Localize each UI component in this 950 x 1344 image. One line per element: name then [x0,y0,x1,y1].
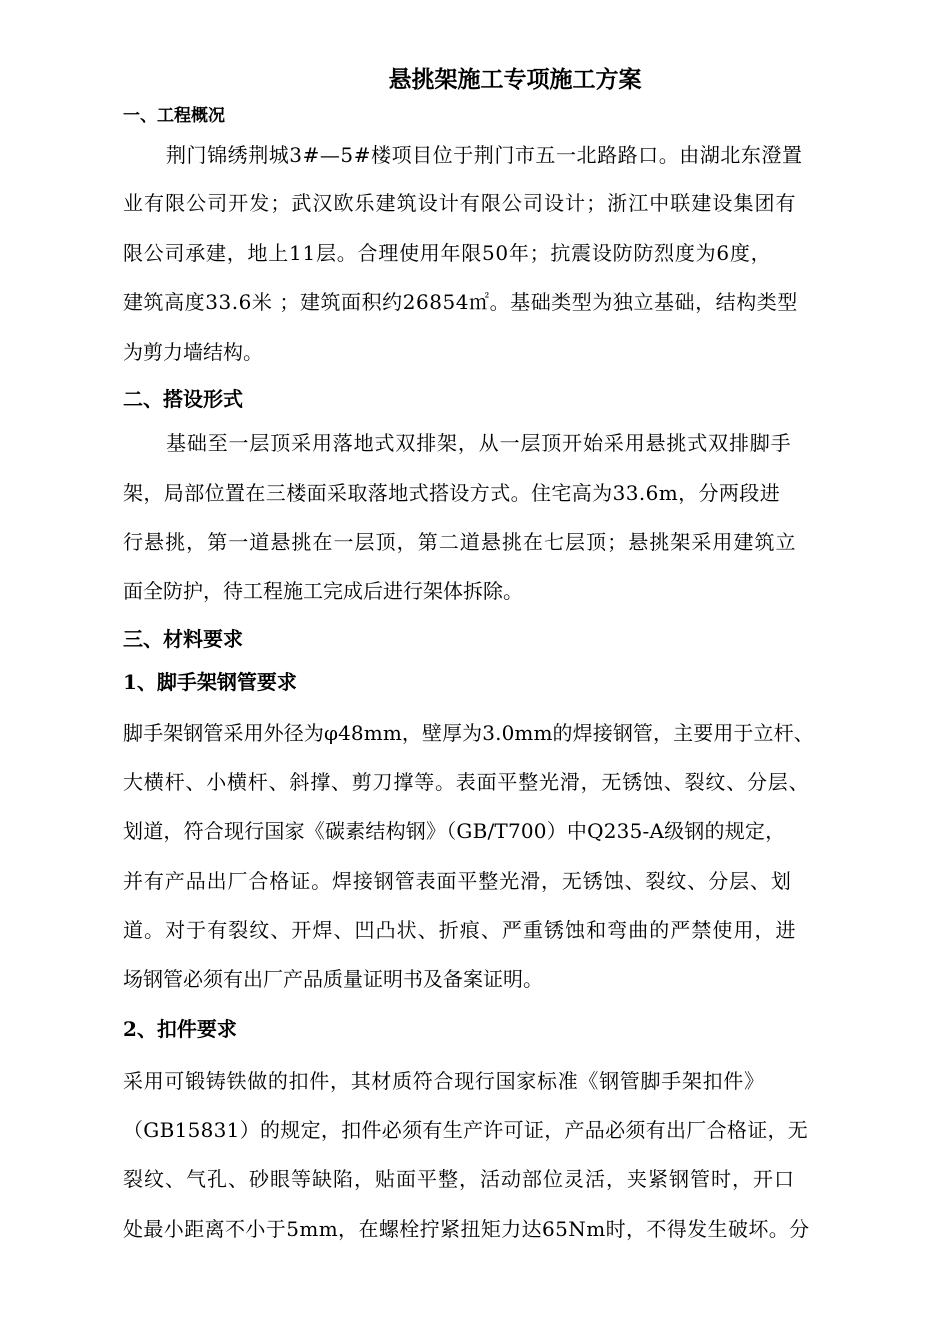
paragraph-line: 为剪力墙结构。 [123,340,263,364]
paragraph-line: 处最小距离不小于5mm，在螺栓拧紧扭矩力达65Nm时，不得发生破坏。分 [123,1217,810,1241]
section-heading-setup-form: 二、搭设形式 [123,387,243,411]
document-title: 悬挑架施工专项施工方案 [388,66,642,93]
paragraph-line: 建筑高度33.6米 ；建筑面积约26854㎡。基础类型为独立基础，结构类型 [123,290,798,314]
paragraph-line: 荆门锦绣荆城3#—5#楼项目位于荆门市五一北路路口。由湖北东澄置 [166,143,803,167]
paragraph-line: 限公司承建，地上11层。合理使用年限50年；抗震设防防烈度为6度， [123,241,772,265]
paragraph-line: 裂纹、气孔、砂眼等缺陷，贴面平整，活动部位灵活，夹紧钢管时，开口 [123,1167,795,1191]
paragraph-line: 业有限公司开发；武汉欧乐建筑设计有限公司设计；浙江中联建设集团有 [123,191,797,215]
section-heading-materials: 三、材料要求 [123,627,243,651]
paragraph-line: 采用可锻铸铁做的扣件，其材质符合现行国家标准《钢管脚手架扣件》 [123,1069,765,1093]
paragraph-line: 划道，符合现行国家《碳素结构钢》（GB/T700）中Q235-A级钢的规定， [123,819,786,843]
paragraph-line: 行悬挑，第一道悬挑在一层顶，第二道悬挑在七层顶；悬挑架采用建筑立 [123,530,797,554]
paragraph-line: 场钢管必须有出厂产品质量证明书及备案证明。 [123,967,543,991]
paragraph-line: 道。对于有裂纹、开焊、凹凸状、折痕、严重锈蚀和弯曲的严禁使用，进 [123,918,797,942]
paragraph-line: （GB15831）的规定，扣件必须有生产许可证，产品必须有出厂合格证，无 [123,1118,809,1142]
paragraph-line: 大横杆、小横杆、斜撑、剪刀撑等。表面平整光滑，无锈蚀、裂纹、分层、 [123,770,810,794]
paragraph-line: 架，局部位置在三楼面采取落地式搭设方式。住宅高为33.6m，分两段进 [123,481,781,505]
paragraph-line: 基础至一层顶采用落地式双排架，从一层顶开始采用悬挑式双排脚手 [166,431,792,455]
paragraph-line: 脚手架钢管采用外径为φ48mm，壁厚为3.0mm的焊接钢管，主要用于立杆、 [123,721,814,745]
paragraph-line: 面全防护，待工程施工完成后进行架体拆除。 [123,579,523,603]
paragraph-line: 并有产品出厂合格证。焊接钢管表面平整光滑，无锈蚀、裂纹、分层、划 [123,869,792,893]
section-heading-overview: 一、工程概况 [123,106,225,126]
subheading-steel-pipe: 1、脚手架钢管要求 [123,670,297,694]
subheading-fasteners: 2、扣件要求 [123,1017,237,1041]
